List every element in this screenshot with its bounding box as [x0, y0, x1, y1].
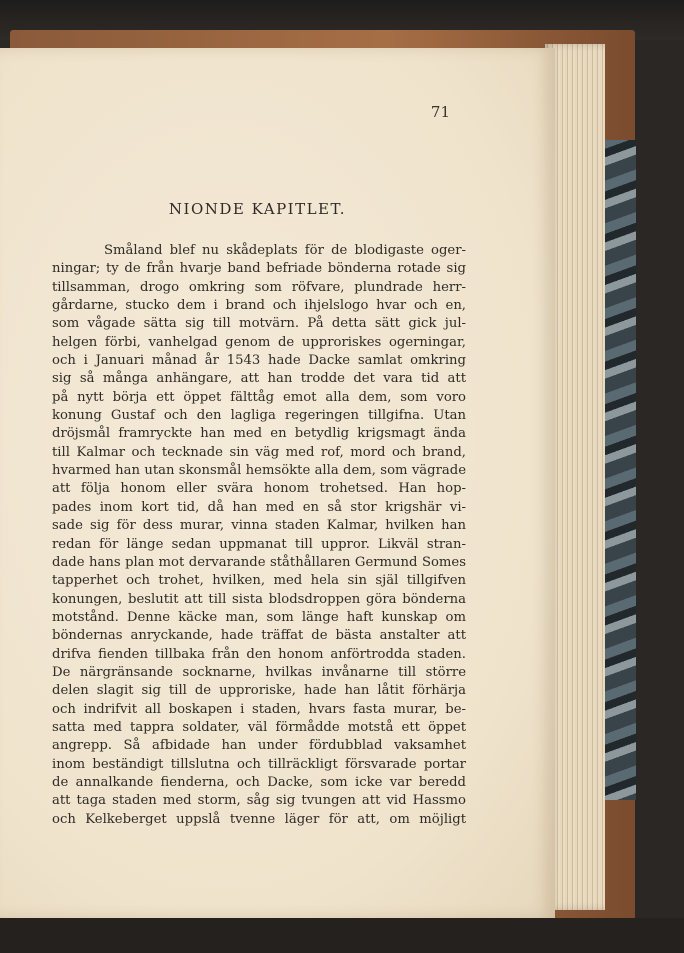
- text-line: redan för länge sedan uppmanat till uppror. Likväl stran-: [52, 536, 466, 552]
- chapter-title: NIONDE KAPITLET.: [168, 200, 347, 218]
- page-number: 71: [430, 103, 450, 121]
- text-line: att taga staden med storm, såg sig tvungen att vid Hassmo: [52, 793, 466, 809]
- text-line: delen slagit sig till de upproriske, hade han låtit förhärja: [52, 683, 466, 699]
- text-line: gårdarne, stucko dem i brand och ihjelslogo hvar och en,: [52, 298, 466, 314]
- text-line: att följa honom eller svära honom trohetsed. Han hop-: [52, 481, 466, 497]
- text-line: De närgränsande socknarne, hvilkas invånarne till större: [52, 664, 466, 680]
- text-line: drifva fienden tillbaka från den honom anförtrodda staden.: [52, 646, 466, 662]
- text-line: på nytt börja ett öppet fälttåg emot alla dem, som voro: [52, 389, 466, 405]
- text-line: till Kalmar och tecknade sin väg med rof, mord och brand,: [52, 444, 466, 460]
- text-line: dröjsmål framryckte han med en betydlig krigsmagt ända: [52, 426, 466, 442]
- text-line: angrepp. Så afbidade han under fördubblad vaksamhet: [52, 738, 466, 754]
- text-line: konungen, beslutit att till sista blodsdroppen göra bönderna: [52, 591, 466, 607]
- text-line: och indrifvit all boskapen i staden, hvars fasta murar, be-: [52, 701, 466, 717]
- text-line: Småland blef nu skådeplats för de blodigaste oger-: [104, 243, 466, 258]
- background-surface-bottom: [0, 918, 684, 953]
- text-line: dade hans plan mot dervarande ståthållaren Germund Somes: [52, 554, 466, 570]
- text-line: pades inom kort tid, då han med en så stor krigshär vi-: [52, 499, 466, 515]
- text-line: tapperhet och trohet, hvilken, med hela sin själ tillgifven: [52, 573, 466, 589]
- marbled-cover-edge: [600, 140, 636, 800]
- text-line: satta med tappra soldater, väl förmådde motstå ett öppet: [52, 719, 466, 735]
- text-line: böndernas anryckande, hade träffat de bästa anstalter att: [52, 628, 466, 644]
- text-line: och i Januari månad år 1543 hade Dacke samlat omkring: [52, 353, 466, 369]
- text-line: sade sig för dess murar, vinna staden Kalmar, hvilken han: [52, 518, 466, 534]
- text-line: ningar; ty de från hvarje band befriade bönderna rotade sig: [52, 261, 466, 277]
- text-line: och Kelkeberget uppslå tvenne läger för att, om möjligt: [52, 811, 466, 827]
- text-line: inom beständigt tillslutna och tillräckligt försvarade portar: [52, 756, 466, 772]
- text-line: konung Gustaf och den lagliga regeringen tillgifna. Utan: [52, 408, 466, 424]
- book-page: [0, 48, 555, 918]
- text-line: motstånd. Denne käcke man, som länge haft kunskap om: [52, 609, 466, 625]
- body-text: [52, 242, 466, 829]
- text-line: sig så många anhängare, att han trodde det vara tid att: [52, 371, 466, 387]
- text-line: helgen förbi, vanhelgad genom de upproriskes ogerningar,: [52, 334, 466, 350]
- text-line: hvarmed han utan skonsmål hemsökte alla dem, som vägrade: [52, 463, 466, 479]
- text-line: de annalkande fienderna, och Dacke, som icke var beredd: [52, 774, 466, 790]
- text-line: som vågade sätta sig till motvärn. På detta sätt gick jul-: [52, 316, 466, 332]
- text-line: tillsamman, drogo omkring som röfvare, plundrade herr-: [52, 279, 466, 295]
